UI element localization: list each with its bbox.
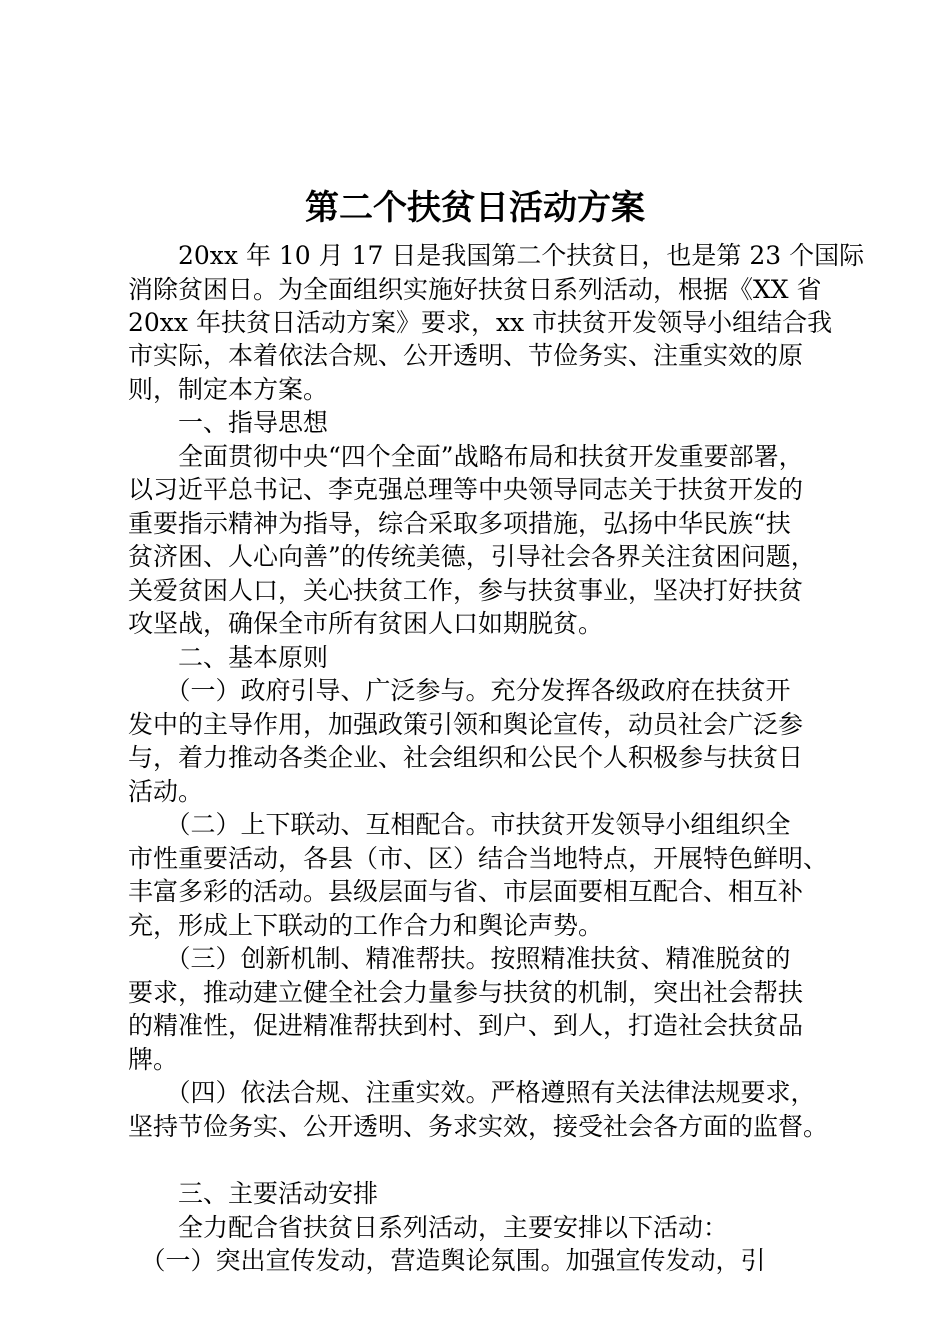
body-line: 贫济困、人心向善”的传统美德，引导社会各界关注贫困问题， xyxy=(128,542,816,571)
body-line: 市性重要活动，各县（市、区）结合当地特点，开展特色鲜明、 xyxy=(128,844,829,873)
body-line: 攻坚战，确保全市所有贫困人口如期脱贫。 xyxy=(128,609,604,638)
body-line: 要求，推动建立健全社会力量参与扶贫的机制，突出社会帮扶 xyxy=(128,978,804,1007)
body-line: 以习近平总书记、李克强总理等中央领导同志关于扶贫开发的 xyxy=(128,475,804,504)
body-line: 牌。 xyxy=(128,1045,179,1074)
document-title: 第二个扶贫日活动方案 xyxy=(305,188,645,228)
body-line: （一）突出宣传发动，营造舆论氛围。加强宣传发动，引 xyxy=(128,1246,766,1275)
body-line: （三）创新机制、精准帮扶。按照精准扶贫、精准脱贫的 xyxy=(128,944,791,973)
body-line: 消除贫困日。为全面组织实施好扶贫日系列活动，根据《XX 省 xyxy=(128,275,822,304)
body-line: 充，形成上下联动的工作合力和舆论声势。 xyxy=(128,911,604,940)
body-line: 与，着力推动各类企业、社会组织和公民个人积极参与扶贫日 xyxy=(128,743,804,772)
body-line: 全面贯彻中央“四个全面”战略布局和扶贫开发重要部署， xyxy=(128,442,804,471)
body-line: 全力配合省扶贫日系列活动，主要安排以下活动： xyxy=(128,1213,729,1242)
section-heading: 一、指导思想 xyxy=(128,408,329,437)
section-heading: 三、主要活动安排 xyxy=(128,1179,379,1208)
body-line: 重要指示精神为指导，综合采取多项措施，弘扬中华民族“扶 xyxy=(128,509,791,538)
body-line: 丰富多彩的活动。县级层面与省、市层面要相互配合、相互补 xyxy=(128,877,804,906)
body-line: 的精准性，促进精准帮扶到村、到户、到人，打造社会扶贫品 xyxy=(128,1011,804,1040)
body-line: （二）上下联动、互相配合。市扶贫开发领导小组组织全 xyxy=(128,810,791,839)
body-line: 关爱贫困人口，关心扶贫工作，参与扶贫事业，坚决打好扶贫 xyxy=(128,576,804,605)
body-line: 则，制定本方案。 xyxy=(128,375,329,404)
body-line: 20xx 年扶贫日活动方案》要求，xx 市扶贫开发领导小组结合我 xyxy=(128,308,833,337)
body-line: 市实际，本着依法合规、公开透明、节俭务实、注重实效的原 xyxy=(128,341,804,370)
body-line: 坚持节俭务实、公开透明、务求实效，接受社会各方面的监督。 xyxy=(128,1112,829,1141)
body-line: （四）依法合规、注重实效。严格遵照有关法律法规要求， xyxy=(128,1078,816,1107)
body-line: 20xx 年 10 月 17 日是我国第二个扶贫日，也是第 23 个国际 xyxy=(128,241,865,270)
body-line: （一）政府引导、广泛参与。充分发挥各级政府在扶贫开 xyxy=(128,676,791,705)
body-line: 活动。 xyxy=(128,777,204,806)
body-line: 发中的主导作用，加强政策引领和舆论宣传，动员社会广泛参 xyxy=(128,710,804,739)
section-heading: 二、基本原则 xyxy=(128,643,329,672)
